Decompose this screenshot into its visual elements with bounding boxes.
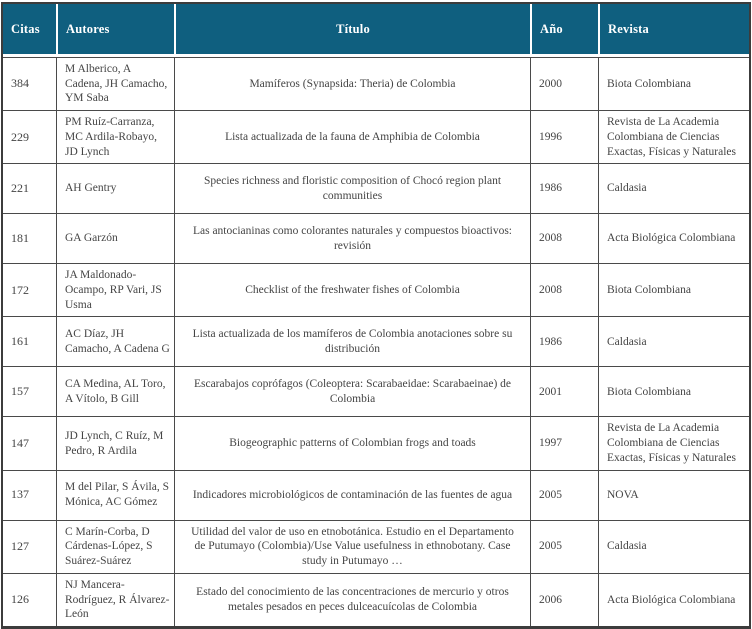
cell-ano: 2000 bbox=[530, 58, 598, 110]
cell-citas: 137 bbox=[11, 487, 29, 502]
cell-ano: 2005 bbox=[530, 521, 598, 573]
cell-autores: C Marín-Corba, D Cárdenas-López, S Suárez-Suárez bbox=[56, 521, 174, 573]
cell-revista: Biota Colombiana bbox=[598, 58, 749, 110]
cell-citas: 126 bbox=[11, 592, 29, 607]
table-row bbox=[3, 263, 749, 316]
table-row bbox=[3, 57, 749, 110]
cell-titulo: Mamíferos (Synapsida: Theria) de Colombia bbox=[174, 58, 530, 110]
cell-citas: 221 bbox=[11, 181, 29, 196]
cell-ano: 2008 bbox=[530, 214, 598, 263]
cell-citas: 147 bbox=[11, 435, 29, 450]
table-row bbox=[3, 163, 749, 213]
cell-ano: 2006 bbox=[530, 574, 598, 626]
cell-titulo: Utilidad del valor de uso en etnobotánica. Estudio en el Departamento de Putumayo (Colombia)/Use Value usefulness in ethnobotany. Case study in Putumayo … bbox=[174, 521, 530, 573]
cell-revista: NOVA bbox=[598, 471, 749, 520]
cell-ano: 2008 bbox=[530, 264, 598, 316]
cell-ano: 1986 bbox=[530, 164, 598, 213]
cell-revista: Revista de La Academia Colombiana de Ciencias Exactas, Físicas y Naturales bbox=[598, 417, 749, 469]
table-row bbox=[3, 470, 749, 520]
cell-citas: 181 bbox=[11, 231, 29, 246]
column-header-autores: Autores bbox=[56, 4, 174, 54]
cell-revista: Caldasia bbox=[598, 164, 749, 213]
cell-autores: PM Ruíz-Carranza, MC Ardila-Robayo, JD Lynch bbox=[56, 111, 174, 163]
cell-autores: NJ Mancera-Rodríguez, R Álvarez-León bbox=[56, 574, 174, 626]
table-row bbox=[3, 213, 749, 263]
cell-citas: 384 bbox=[11, 76, 29, 91]
cell-revista: Caldasia bbox=[598, 521, 749, 573]
cell-autores: CA Medina, AL Toro, A Vítolo, B Gill bbox=[56, 367, 174, 416]
cell-revista: Acta Biológica Colombiana bbox=[598, 574, 749, 626]
cell-revista: Caldasia bbox=[598, 317, 749, 366]
table-row bbox=[3, 110, 749, 163]
cell-autores: JA Maldonado-Ocampo, RP Vari, JS Usma bbox=[56, 264, 174, 316]
cell-autores: GA Garzón bbox=[56, 214, 174, 263]
cell-revista: Biota Colombiana bbox=[598, 367, 749, 416]
cell-ano: 1986 bbox=[530, 317, 598, 366]
cell-ano: 1997 bbox=[530, 417, 598, 469]
cell-autores: AH Gentry bbox=[56, 164, 174, 213]
cell-citas: 161 bbox=[11, 334, 29, 349]
column-header-revista: Revista bbox=[598, 4, 749, 54]
cell-autores: JD Lynch, C Ruíz, M Pedro, R Ardila bbox=[56, 417, 174, 469]
column-header-titulo: Título bbox=[174, 4, 530, 54]
table-row bbox=[3, 520, 749, 573]
cell-citas: 127 bbox=[11, 539, 29, 554]
cell-titulo: Escarabajos coprófagos (Coleoptera: Scarabaeidae: Scarabaeinae) de Colombia bbox=[174, 367, 530, 416]
cell-titulo: Biogeographic patterns of Colombian frogs and toads bbox=[174, 417, 530, 469]
table-row bbox=[3, 366, 749, 416]
table-header-row bbox=[3, 4, 749, 54]
citations-table bbox=[1, 2, 751, 629]
cell-revista: Acta Biológica Colombiana bbox=[598, 214, 749, 263]
cell-autores: AC Díaz, JH Camacho, A Cadena G bbox=[56, 317, 174, 366]
cell-ano: 2005 bbox=[530, 471, 598, 520]
cell-revista: Revista de La Academia Colombiana de Ciencias Exactas, Físicas y Naturales bbox=[598, 111, 749, 163]
cell-titulo: Las antocianinas como colorantes naturales y compuestos bioactivos: revisión bbox=[174, 214, 530, 263]
cell-titulo: Lista actualizada de la fauna de Amphibia de Colombia bbox=[174, 111, 530, 163]
cell-titulo: Checklist of the freshwater fishes of Colombia bbox=[174, 264, 530, 316]
cell-titulo: Estado del conocimiento de las concentraciones de mercurio y otros metales pesados en peces dulceacuícolas de Colombia bbox=[174, 574, 530, 626]
cell-titulo: Species richness and floristic composition of Chocó region plant communities bbox=[174, 164, 530, 213]
table-row bbox=[3, 316, 749, 366]
cell-titulo: Lista actualizada de los mamíferos de Colombia anotaciones sobre su distribución bbox=[174, 317, 530, 366]
table-row bbox=[3, 573, 749, 626]
cell-autores: M Alberico, A Cadena, JH Camacho, YM Saba bbox=[56, 58, 174, 110]
cell-ano: 1996 bbox=[530, 111, 598, 163]
cell-citas: 172 bbox=[11, 282, 29, 297]
cell-revista: Biota Colombiana bbox=[598, 264, 749, 316]
cell-autores: M del Pilar, S Ávila, S Mónica, AC Gómez bbox=[56, 471, 174, 520]
cell-ano: 2001 bbox=[530, 367, 598, 416]
column-header-citas: Citas bbox=[11, 21, 40, 36]
cell-titulo: Indicadores microbiológicos de contaminación de las fuentes de agua bbox=[174, 471, 530, 520]
table-row bbox=[3, 416, 749, 469]
cell-citas: 229 bbox=[11, 129, 29, 144]
column-header-ano: Año bbox=[530, 4, 598, 54]
cell-citas: 157 bbox=[11, 384, 29, 399]
